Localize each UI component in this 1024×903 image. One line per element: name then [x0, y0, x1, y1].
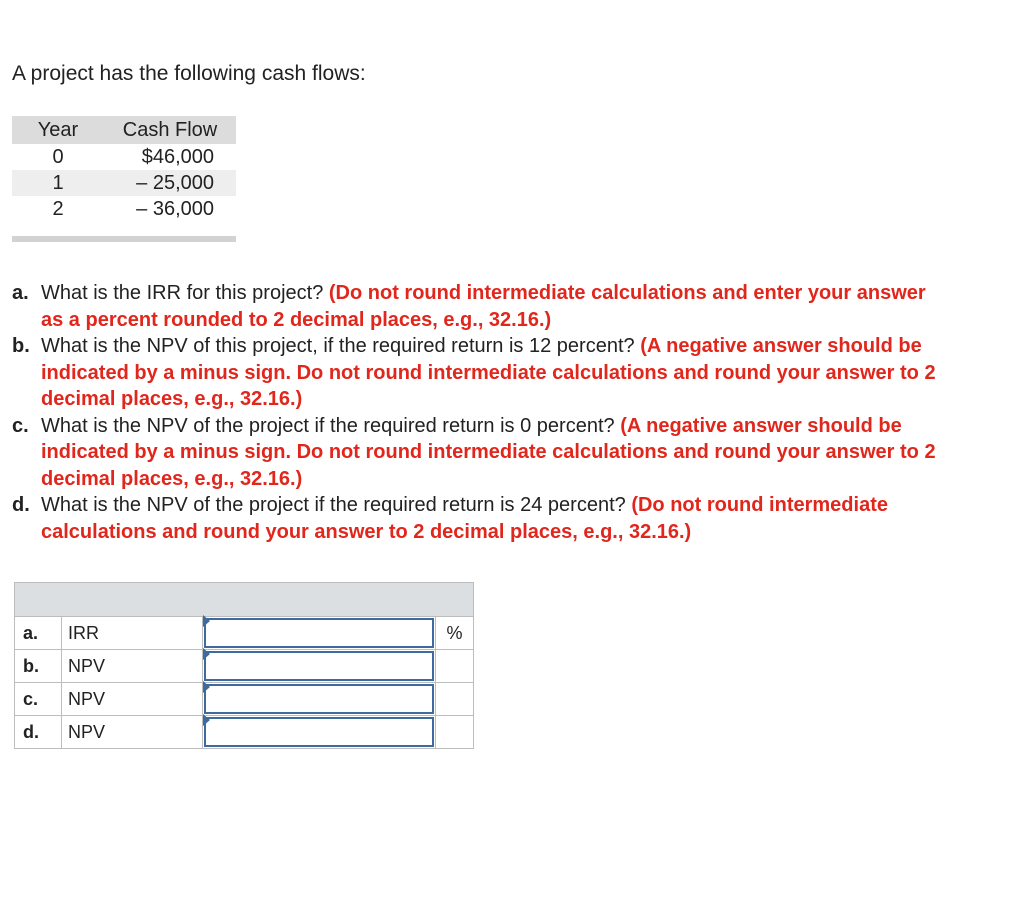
input-marker-icon — [203, 714, 210, 726]
answer-input-cell — [203, 683, 436, 716]
answer-input-box — [204, 717, 434, 747]
intro-text: A project has the following cash flows: — [12, 62, 366, 85]
answer-row-b — [15, 650, 474, 683]
answer-input-cell — [203, 650, 436, 683]
year-header: Year — [12, 116, 104, 144]
question-letter: a. — [12, 282, 29, 304]
cash-flow-cell: – 25,000 — [104, 170, 236, 196]
answer-input-cell — [203, 617, 436, 650]
question-text: What is the NPV of the project if the required return is 24 percent? — [41, 494, 632, 516]
year-cell: 1 — [12, 170, 104, 196]
answer-row-c — [15, 683, 474, 716]
answer-table — [14, 582, 474, 749]
cash-flow-row — [12, 170, 236, 196]
question-a — [12, 280, 952, 333]
npv-24-input[interactable] — [206, 719, 432, 745]
answer-input-box — [204, 651, 434, 681]
answer-letter: b. — [15, 650, 62, 683]
input-marker-icon — [203, 681, 210, 693]
cash-flow-table — [12, 116, 236, 222]
cash-flow-cell: $46,000 — [141, 145, 214, 168]
input-marker-icon — [203, 648, 210, 660]
answer-unit — [436, 683, 474, 716]
question-instruction: (A negative answer should be indicated by a minus sign. Do not round intermediate calculations and round your answer to 2 decimal places, e.g., 32.16.) — [41, 414, 936, 490]
question-instruction: (A negative answer should be indicated by a minus sign. Do not round intermediate calculations and round your answer to 2 decimal places, e.g., 32.16.) — [41, 335, 936, 410]
answer-row-a — [15, 617, 474, 650]
question-d — [12, 492, 952, 545]
question-instruction: (Do not round intermediate calculations and enter your answer as a percent rounded to 2 decimal places, e.g., 32.16.) — [41, 282, 926, 331]
cash-flow-cell: – 36,000 — [136, 197, 214, 220]
irr-input[interactable] — [206, 620, 432, 646]
answer-unit — [436, 716, 474, 749]
answer-label: IRR — [62, 617, 203, 650]
question-text: What is the NPV of the project if the required return is 0 percent? — [41, 414, 621, 437]
answer-label: NPV — [62, 650, 203, 683]
answer-input-box — [204, 618, 434, 648]
question-letter: b. — [12, 335, 30, 357]
question-c — [12, 413, 952, 493]
question-list — [12, 280, 952, 545]
answer-label: NPV — [62, 683, 203, 716]
question-letter: d. — [12, 494, 30, 516]
question-b — [12, 333, 952, 413]
answer-letter: c. — [15, 683, 62, 716]
question-instruction: (Do not round intermediate calculations and round your answer to 2 decimal places, e.g., 32.16.) — [41, 494, 888, 543]
npv-12-input[interactable] — [206, 653, 432, 679]
cash-flow-header: Cash Flow — [104, 116, 236, 144]
question-letter: c. — [12, 414, 29, 437]
question-text: What is the NPV of this project, if the required return is 12 percent? — [41, 335, 641, 357]
answer-input-box — [204, 684, 434, 714]
input-marker-icon — [203, 615, 210, 627]
answer-input-cell — [203, 716, 436, 749]
answer-row-d — [15, 716, 474, 749]
answer-unit: % — [436, 617, 474, 650]
npv-0-input[interactable] — [206, 686, 432, 712]
year-cell: 0 — [52, 145, 64, 168]
answer-unit — [436, 650, 474, 683]
answer-label: NPV — [62, 716, 203, 749]
cash-flow-row — [12, 144, 236, 170]
year-cell: 2 — [52, 197, 64, 220]
cash-flow-row — [12, 196, 236, 222]
answer-table-header — [15, 583, 474, 617]
answer-letter: a. — [15, 617, 62, 650]
answer-header-cell — [15, 583, 474, 617]
table-footer-bar — [12, 236, 236, 242]
question-text: What is the IRR for this project? — [41, 282, 329, 304]
answer-letter: d. — [15, 716, 62, 749]
